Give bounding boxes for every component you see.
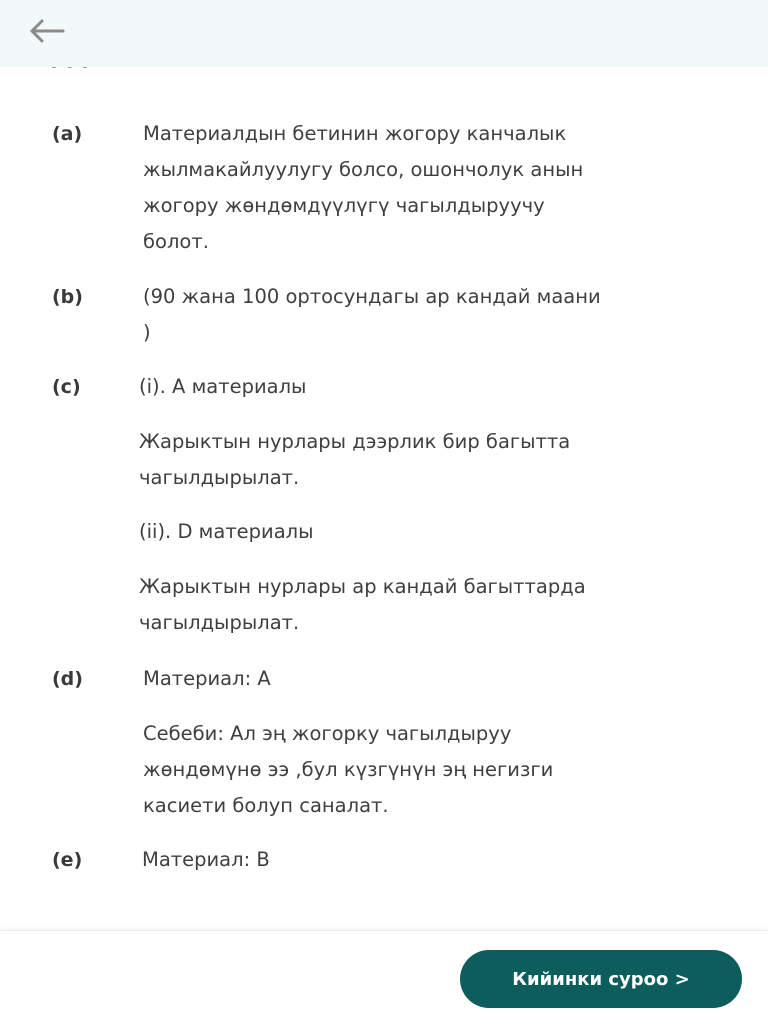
text-line: Жарыктын нурлары ар кандай багыттарда xyxy=(139,575,586,598)
text-line: касиети болуп саналат. xyxy=(143,794,389,817)
answer-subpart-label: (i). A материалы xyxy=(139,375,307,398)
answer-marker: (a) xyxy=(52,123,83,145)
answer-text xyxy=(143,279,753,351)
answer-marker: (e) xyxy=(52,849,83,871)
bottom-bar xyxy=(0,930,768,1025)
text-line: ) xyxy=(143,321,151,344)
answer-text xyxy=(139,569,749,641)
text-line: жөндөмүнө ээ ,бул күзгүнүн эң негизги xyxy=(143,758,554,781)
text-line: чагылдырылат. xyxy=(139,466,300,489)
next-question-button[interactable]: Кийинки суроо > xyxy=(460,950,742,1008)
text-line: болот. xyxy=(143,230,209,253)
text-line: Себеби: Ал эң жогорку чагылдыруу xyxy=(143,722,512,745)
text-line: жылмакайлуулугу болсо, ошончолук анын xyxy=(143,158,584,181)
text-line: (90 жана 100 ортосундагы ар кандай маани xyxy=(143,285,601,308)
arrow-left-icon xyxy=(26,14,70,50)
answer-marker: (d) xyxy=(52,668,83,690)
answer-marker: (c) xyxy=(52,376,81,398)
text-line: жогору жөндөмдүүлүгү чагылдыруучу xyxy=(143,194,545,217)
answer-subpart-label: (ii). D материалы xyxy=(139,520,314,543)
text-line: Материалдын бетинин жогору канчалык xyxy=(143,122,567,145)
answer-text xyxy=(139,424,739,496)
answer-value: Материал: A xyxy=(143,667,271,690)
answer-marker: (b) xyxy=(52,286,83,308)
answer-value: Материал: B xyxy=(142,848,270,871)
top-bar xyxy=(0,0,768,67)
text-line: чагылдырылат. xyxy=(139,611,300,634)
answer-text xyxy=(143,116,743,260)
back-button[interactable] xyxy=(26,14,70,50)
text-line: Жарыктын нурлары дээрлик бир багытта xyxy=(139,430,571,453)
answer-text xyxy=(143,716,743,824)
